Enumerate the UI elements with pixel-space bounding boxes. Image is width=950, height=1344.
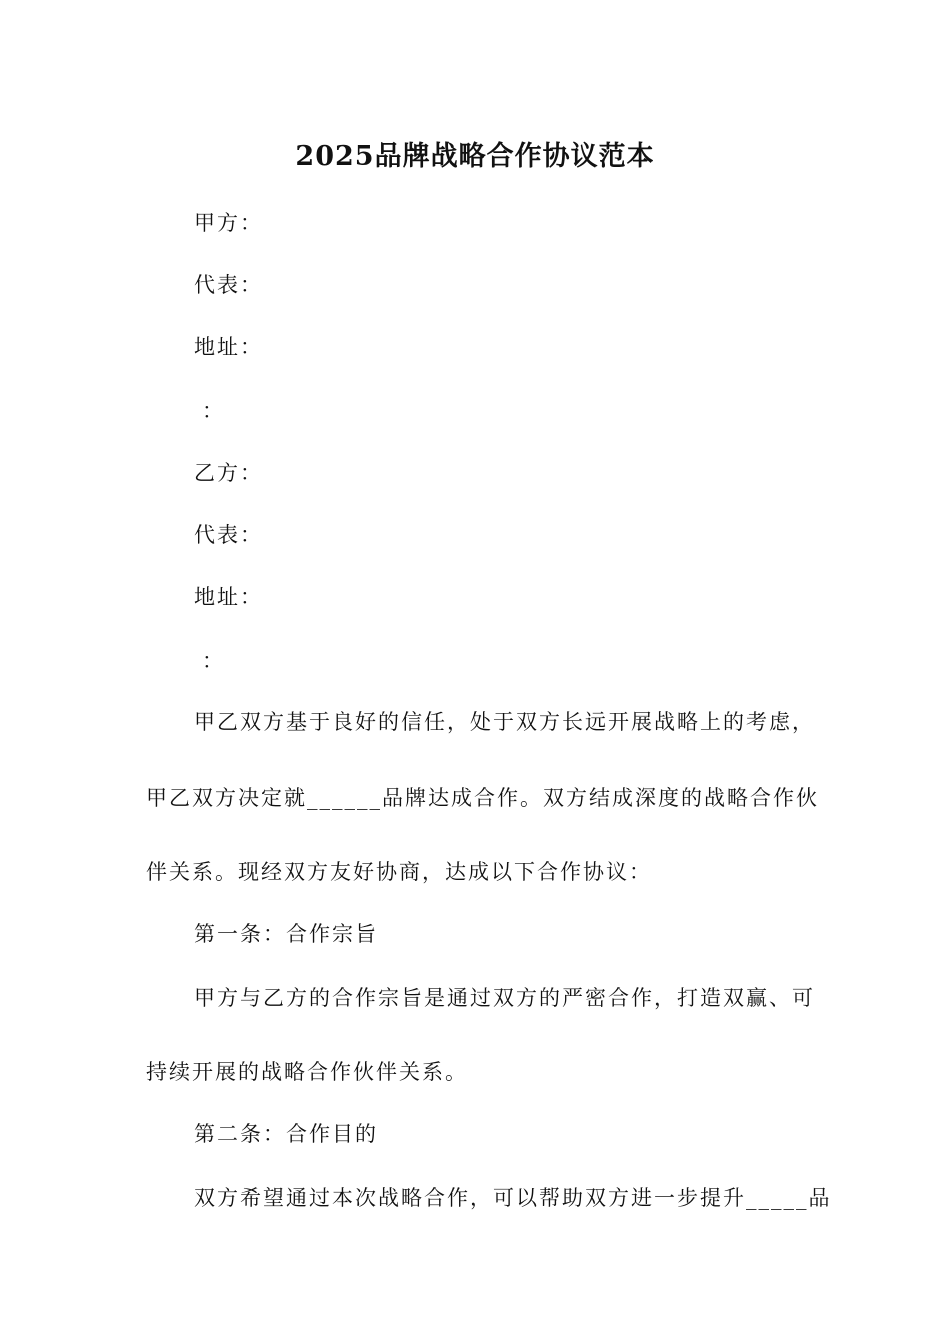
article-1-line: 持续开展的战略合作伙伴关系。 — [146, 1060, 468, 1084]
preamble-line: 甲乙双方基于良好的信任，处于双方长远开展战略上的考虑， — [194, 710, 815, 734]
party-b-address: 地址： — [194, 585, 263, 609]
party-b-extra-field: ： — [202, 649, 225, 673]
article-1-heading: 第一条：合作宗旨 — [194, 922, 378, 946]
article-2-line: 双方希望通过本次战略合作，可以帮助双方进一步提升_____品 — [194, 1186, 832, 1210]
party-a-label: 甲方： — [194, 211, 263, 235]
party-b-label: 乙方： — [194, 461, 263, 485]
article-1-line: 甲方与乙方的合作宗旨是通过双方的严密合作，打造双赢、可 — [194, 986, 815, 1010]
preamble-line: 伴关系。现经双方友好协商，达成以下合作协议： — [146, 860, 652, 884]
party-a-extra-field: ： — [202, 399, 225, 423]
preamble-line: 甲乙双方决定就______品牌达成合作。双方结成深度的战略合作伙 — [146, 786, 819, 810]
party-a-address: 地址： — [194, 335, 263, 359]
document-title: 2025品牌战略合作协议范本 — [295, 141, 655, 172]
party-b-representative: 代表： — [194, 523, 263, 547]
party-a-representative: 代表： — [194, 273, 263, 297]
article-2-heading: 第二条：合作目的 — [194, 1122, 378, 1146]
